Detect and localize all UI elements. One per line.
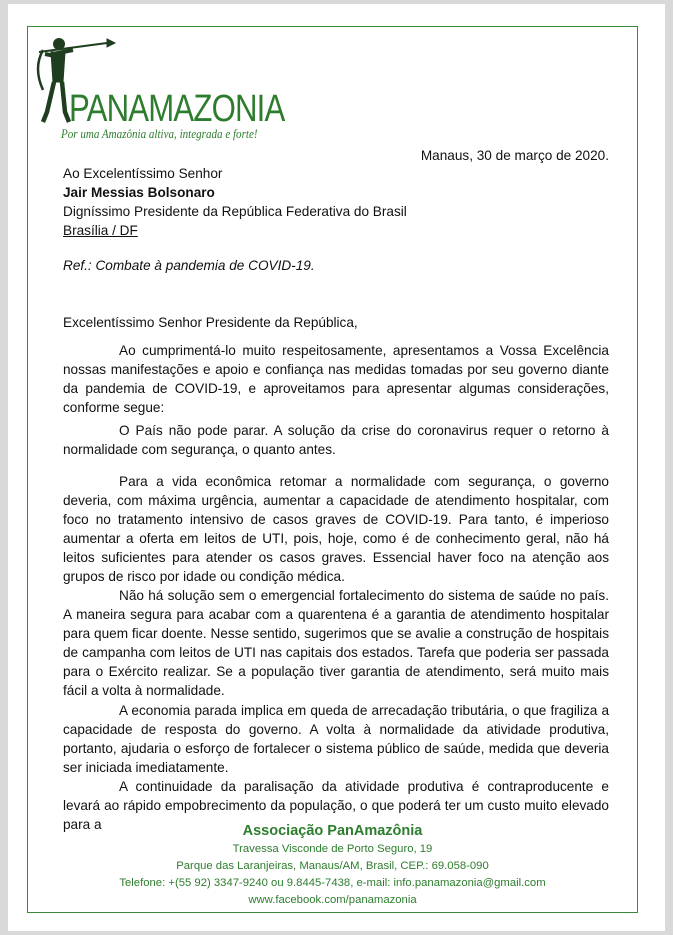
footer-street: Travessa Visconde de Porto Seguro, 19 bbox=[232, 843, 433, 855]
body-paragraph: A economia parada implica em queda de arrecadação tributária, o que fragiliza a capacidade de resposta do governo. A volta à normalidade da atividade produtiva, portanto, ajudaria o esforço de fortalecer o sistema público de saúde, medida que deveria ser iniciada imediatamente. bbox=[63, 703, 609, 775]
letterhead-name: PANAMAZONIA bbox=[69, 88, 285, 130]
letter-footer bbox=[27, 822, 638, 909]
letterhead-logo bbox=[29, 28, 285, 148]
letter-date: Manaus, 30 de março de 2020. bbox=[420, 148, 609, 163]
letter-salutation: Excelentíssimo Senhor Presidente da República, bbox=[63, 315, 358, 330]
body-paragraph: Não há solução sem o emergencial fortalecimento do sistema de saúde no país. A maneira segura para acabar com a quarentena é a garantia de atendimento hospitalar para quem ficar doente. Nesse sentido, sugerimos que se avalie a construção de hospitais de campanha com leitos de UTI nas capitais dos estados. Tarefa que poderia ser passada para o Exército realizar. Se a população tiver garantia de atendimento, será muito mais fácil a volta à normalidade. bbox=[63, 588, 609, 698]
body-paragraph: Ao cumprimentá-lo muito respeitosamente, apresentamos a Vossa Excelência nossas manifestações e apoio e confiança nas medidas tomadas por seu governo diante da pandemia de COVID-19, e aproveitamos para apresentar algumas considerações, conforme segue: bbox=[63, 343, 609, 415]
recipient-name: Jair Messias Bolsonaro bbox=[63, 185, 215, 200]
letterhead-tagline: Por uma Amazônia altiva, integrada e forte! bbox=[61, 126, 258, 141]
body-paragraph: A continuidade da paralisação da atividade produtiva é contraproducente e levará ao rápido empobrecimento da população, o que poderá ter um custo muito elevado para a bbox=[63, 779, 609, 832]
footer-organization: Associação PanAmazônia bbox=[242, 823, 423, 839]
footer-city: Parque das Laranjeiras, Manaus/AM, Brasil, CEP.: 69.058-090 bbox=[176, 860, 489, 872]
footer-contact: Telefone: +(55 92) 3347-9240 ou 9.8445-7438, e-mail: info.panamazonia@gmail.com bbox=[119, 877, 546, 889]
body-paragraph: O País não pode parar. A solução da crise do coronavirus requer o retorno à normalidade com segurança, o quanto antes. bbox=[63, 423, 609, 457]
footer-web: www.facebook.com/panamazonia bbox=[248, 894, 417, 906]
reference-line: Ref.: Combate à pandemia de COVID-19. bbox=[63, 258, 315, 273]
recipient-salutation-line: Ao Excelentíssimo Senhor bbox=[63, 166, 223, 181]
recipient-title: Digníssimo Presidente da República Federativa do Brasil bbox=[63, 204, 407, 219]
body-paragraph: Para a vida econômica retomar a normalidade com segurança, o governo deveria, com máxima urgência, aumentar a capacidade de atendimento hospitalar, com foco no tratamento intensivo de casos graves de COVID-19. Para tanto, é imperioso aumentar a oferta em leitos de UTI, pois, hoje, como é de conhecimento geral, não há leitos suficientes para atender os casos graves. Essencial haver foco na atenção aos grupos de risco por idade ou condição médica. bbox=[63, 474, 609, 584]
recipient-block bbox=[63, 164, 609, 240]
recipient-location: Brasília / DF bbox=[63, 223, 138, 238]
